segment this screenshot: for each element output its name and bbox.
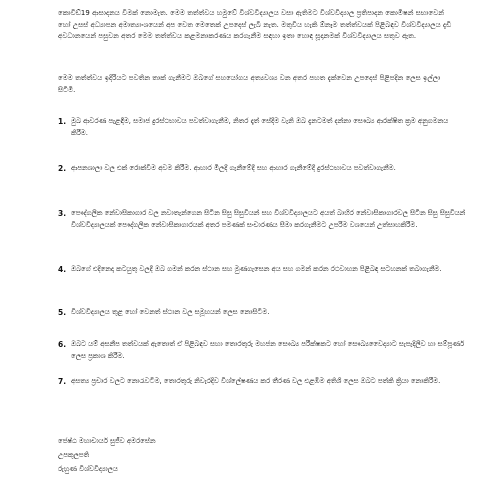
list-item-number: 2. (58, 164, 67, 173)
list-item-text: පෞද්ගලික නේවාසිකාගාර වල නවාතැන්ගෙන සිටින සිසු සිසුවියන් සහ විශ්වවිද්‍යාලයට අයත් බාහිර නේවාසිකාගාරවල සිටින සිසු සිසුවියන් විශ්වවිද්‍යාලයක් පෞද්ගලික නේවාසිකාගාරයක් අතර පමණක් සංචාරණය සීමා කරගැනීමට උපරිම වශයෙන් උත්සාහකිරීම. (71, 209, 466, 229)
list-item-number: 6. (58, 340, 67, 349)
list-item-text: අසත්‍ය ප්‍රචාර වලට නොරැවටීම, තොරතුරු නිවැරදිව විශ්ලේෂණය කර තීරණ වල එළඹීම අතිශි ලෙස ඔබට පත්කි ක්‍රියා නොකිරීම. (71, 377, 441, 385)
list-item-text: ඔබට යම් අසනීප තත්වයක් ඇතොත් ඒ පිළිබඳව සහා තොරතුරු මහජන සෞඛ්‍ය පරීක්ෂකට හෝ සෞඛ්‍යවෛද්‍යාට සැපැදිලිව හා සම්පූර්ණ ලෙස ප්‍රකාශ කිරීම. (71, 340, 465, 360)
list-item-text: මුඛ ආවරණ පැළඳීම, සමාජ දුරස්ථභාවය පවත්වාගැනීම, නිතර දෑත් සේදීම වැනි ඔබ දැනටමත් දන්නා සෞඛ්‍ය ආරක්ෂිත ක්‍රම අනුගමනය කිරීම. (71, 117, 449, 137)
signatory-title: උපකුලපති (58, 451, 90, 459)
list-item-number: 5. (58, 308, 67, 317)
signatory-name: ජෙෂ්ඨ මහාචාර්ය සුජීව අමරසේන (58, 437, 156, 445)
list-item-text: ඔබගේ එදිනෙදා කටයුතු වලදී ඔබ ගමන් කරන ස්ථාන සහ මුණගැසෙන අය සහ ගමන් කරන රථවාහන පිළිබඳ සටහනක් තබාගැනීම. (71, 265, 442, 273)
list-item-number: 3. (58, 209, 67, 218)
list-item-text: විශ්වවිද්‍යාලය තුළ හෝ වෙනත් ස්ථාන වල සමූහයන් ලෙස නොසිටීම. (71, 308, 270, 316)
list-item-text: ආපනශාලා වල එක් රොක්වීම අවම කිරීම. ආහාර මිලදී ගැනීමේදී සහ ආහාර ගැනීමේදී දුරස්ථභාවය පවත්වාගැනීම. (71, 164, 396, 172)
list-item-number: 7. (58, 377, 67, 386)
intro-paragraph: කොවිඩ්19 ආසාදනය වීමක් නොමැත. මෙම තත්ත්වය හමුවේ විශ්වවිද්‍යාලය වසා ඇතිමට විශ්වවිද්‍යාල ප්‍රතිපාදන කොමිෂන් සභාවෙන් හෝ උසස් අධ්‍යාපන අමාත්‍යාංශයෙන් අප වෙත මෙතෙක් උපදෙස් ලැබී නැත. මතුවිය හැකි ඕනෑම තත්ත්වයක් පිළිබඳව විශ්වවිද්‍යාලය දැඩි අවධානයෙන් පසුවන අතර මෙම තත්ත්වය කළමනාකරණය කරගැනීම සඳහා ඉතා හොඳ සූදානමක් විශ්වවිද්‍යාලය සතුව ඇත. (58, 9, 452, 40)
list-item-number: 1. (58, 117, 67, 126)
list-item-number: 4. (58, 265, 67, 274)
signatory-institution: රුහුණ විශ්වවිද්‍යාලය (58, 465, 118, 473)
request-paragraph: මෙම තත්ත්වය ඉදිරියට පවතින තාක් ගැනීමට ඔබගේ සහයෝගය අත්‍යවශ්‍ය වන අතර පහත දැක්වෙන උපදෙස් පිළිපදින ලෙස ඉල්ලා සිටිමි. (58, 74, 441, 94)
